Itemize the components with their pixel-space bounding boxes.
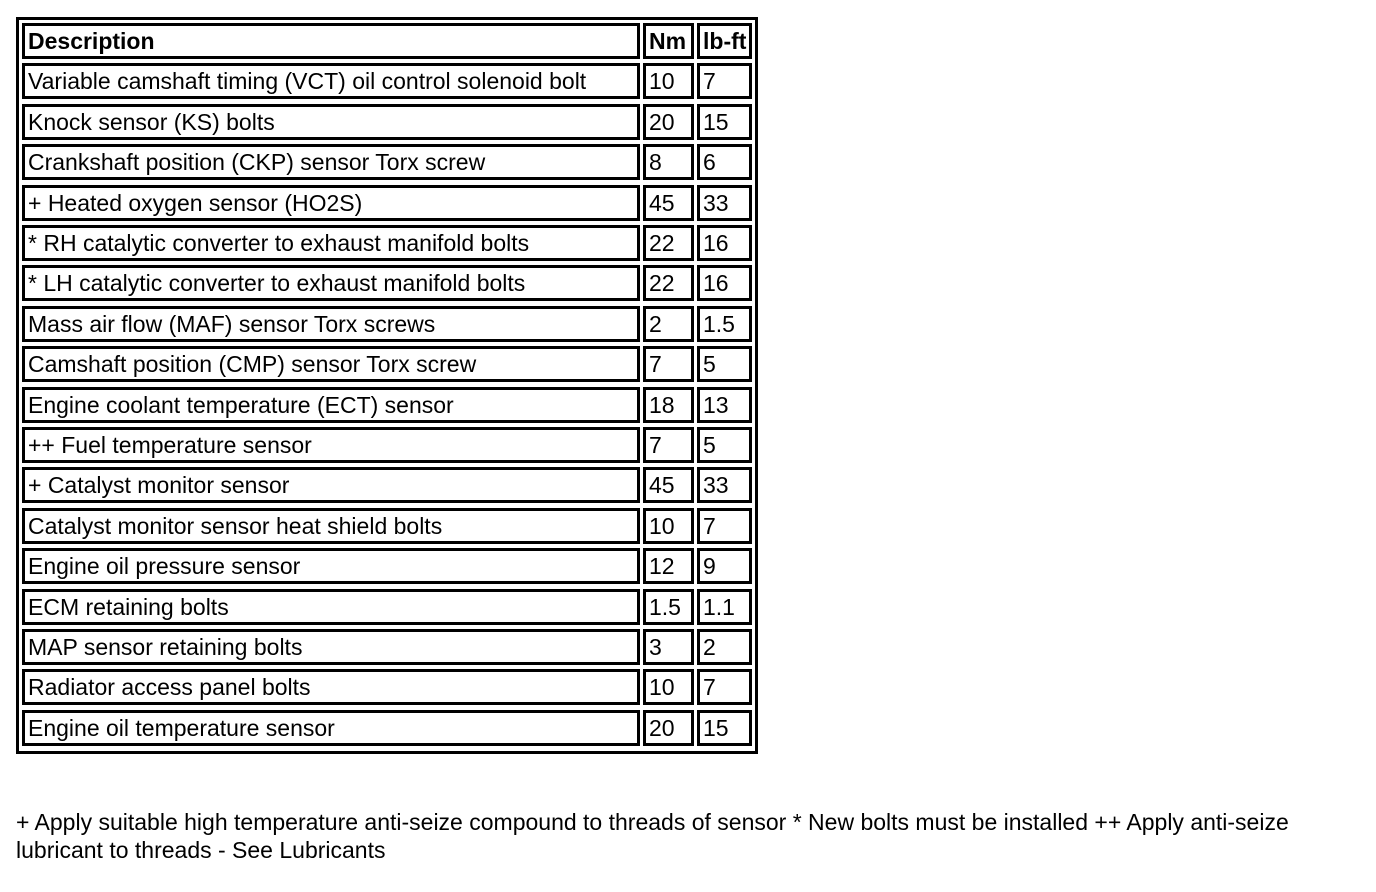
table-cell-lb-ft: 1.1 xyxy=(697,589,752,625)
table-cell-nm: 12 xyxy=(643,548,694,584)
table-cell-nm: 20 xyxy=(643,710,694,746)
table-cell-lb-ft: 5 xyxy=(697,427,752,463)
table-cell-description: Knock sensor (KS) bolts xyxy=(22,104,640,140)
table-cell-lb-ft: 13 xyxy=(697,387,752,423)
torque-spec-table xyxy=(16,17,758,754)
table-cell-description: * RH catalytic converter to exhaust manifold bolts xyxy=(22,225,640,261)
table-cell-description: Engine coolant temperature (ECT) sensor xyxy=(22,387,640,423)
table-cell-lb-ft: 7 xyxy=(697,63,752,99)
header-description: Description xyxy=(22,23,640,59)
table-cell-description: Engine oil pressure sensor xyxy=(22,548,640,584)
table-cell-description: Crankshaft position (CKP) sensor Torx screw xyxy=(22,144,640,180)
header-lb-ft: lb-ft xyxy=(697,23,752,59)
table-cell-nm: 8 xyxy=(643,144,694,180)
table-cell-nm: 18 xyxy=(643,387,694,423)
table-cell-lb-ft: 7 xyxy=(697,508,752,544)
table-cell-nm: 7 xyxy=(643,427,694,463)
table-cell-nm: 10 xyxy=(643,669,694,705)
table-cell-lb-ft: 33 xyxy=(697,185,752,221)
table-cell-lb-ft: 15 xyxy=(697,104,752,140)
table-cell-lb-ft: 15 xyxy=(697,710,752,746)
table-cell-description: + Catalyst monitor sensor xyxy=(22,467,640,503)
table-cell-description: * LH catalytic converter to exhaust manifold bolts xyxy=(22,265,640,301)
table-cell-nm: 22 xyxy=(643,225,694,261)
table-cell-description: + Heated oxygen sensor (HO2S) xyxy=(22,185,640,221)
table-cell-description: Engine oil temperature sensor xyxy=(22,710,640,746)
table-cell-lb-ft: 2 xyxy=(697,629,752,665)
table-cell-description: Radiator access panel bolts xyxy=(22,669,640,705)
table-cell-nm: 2 xyxy=(643,306,694,342)
table-cell-description: ++ Fuel temperature sensor xyxy=(22,427,640,463)
table-cell-nm: 1.5 xyxy=(643,589,694,625)
table-cell-description: Catalyst monitor sensor heat shield bolts xyxy=(22,508,640,544)
table-cell-description: ECM retaining bolts xyxy=(22,589,640,625)
table-cell-lb-ft: 7 xyxy=(697,669,752,705)
table-cell-nm: 10 xyxy=(643,63,694,99)
table-cell-lb-ft: 9 xyxy=(697,548,752,584)
table-cell-lb-ft: 16 xyxy=(697,225,752,261)
table-cell-lb-ft: 16 xyxy=(697,265,752,301)
table-cell-nm: 10 xyxy=(643,508,694,544)
table-cell-nm: 7 xyxy=(643,346,694,382)
table-cell-nm: 22 xyxy=(643,265,694,301)
footnote: + Apply suitable high temperature anti-seize compound to threads of sensor * New bolts must be installed ++ Apply anti-seize lubricant to threads - See Lubricants xyxy=(16,809,1289,863)
table-cell-description: Mass air flow (MAF) sensor Torx screws xyxy=(22,306,640,342)
table-cell-nm: 3 xyxy=(643,629,694,665)
table-cell-nm: 45 xyxy=(643,467,694,503)
header-nm: Nm xyxy=(643,23,694,59)
table-cell-lb-ft: 33 xyxy=(697,467,752,503)
table-cell-description: MAP sensor retaining bolts xyxy=(22,629,640,665)
table-cell-lb-ft: 5 xyxy=(697,346,752,382)
table-cell-nm: 20 xyxy=(643,104,694,140)
table-cell-nm: 45 xyxy=(643,185,694,221)
table-cell-description: Camshaft position (CMP) sensor Torx screw xyxy=(22,346,640,382)
table-cell-lb-ft: 1.5 xyxy=(697,306,752,342)
table-cell-lb-ft: 6 xyxy=(697,144,752,180)
table-cell-description: Variable camshaft timing (VCT) oil control solenoid bolt xyxy=(22,63,640,99)
